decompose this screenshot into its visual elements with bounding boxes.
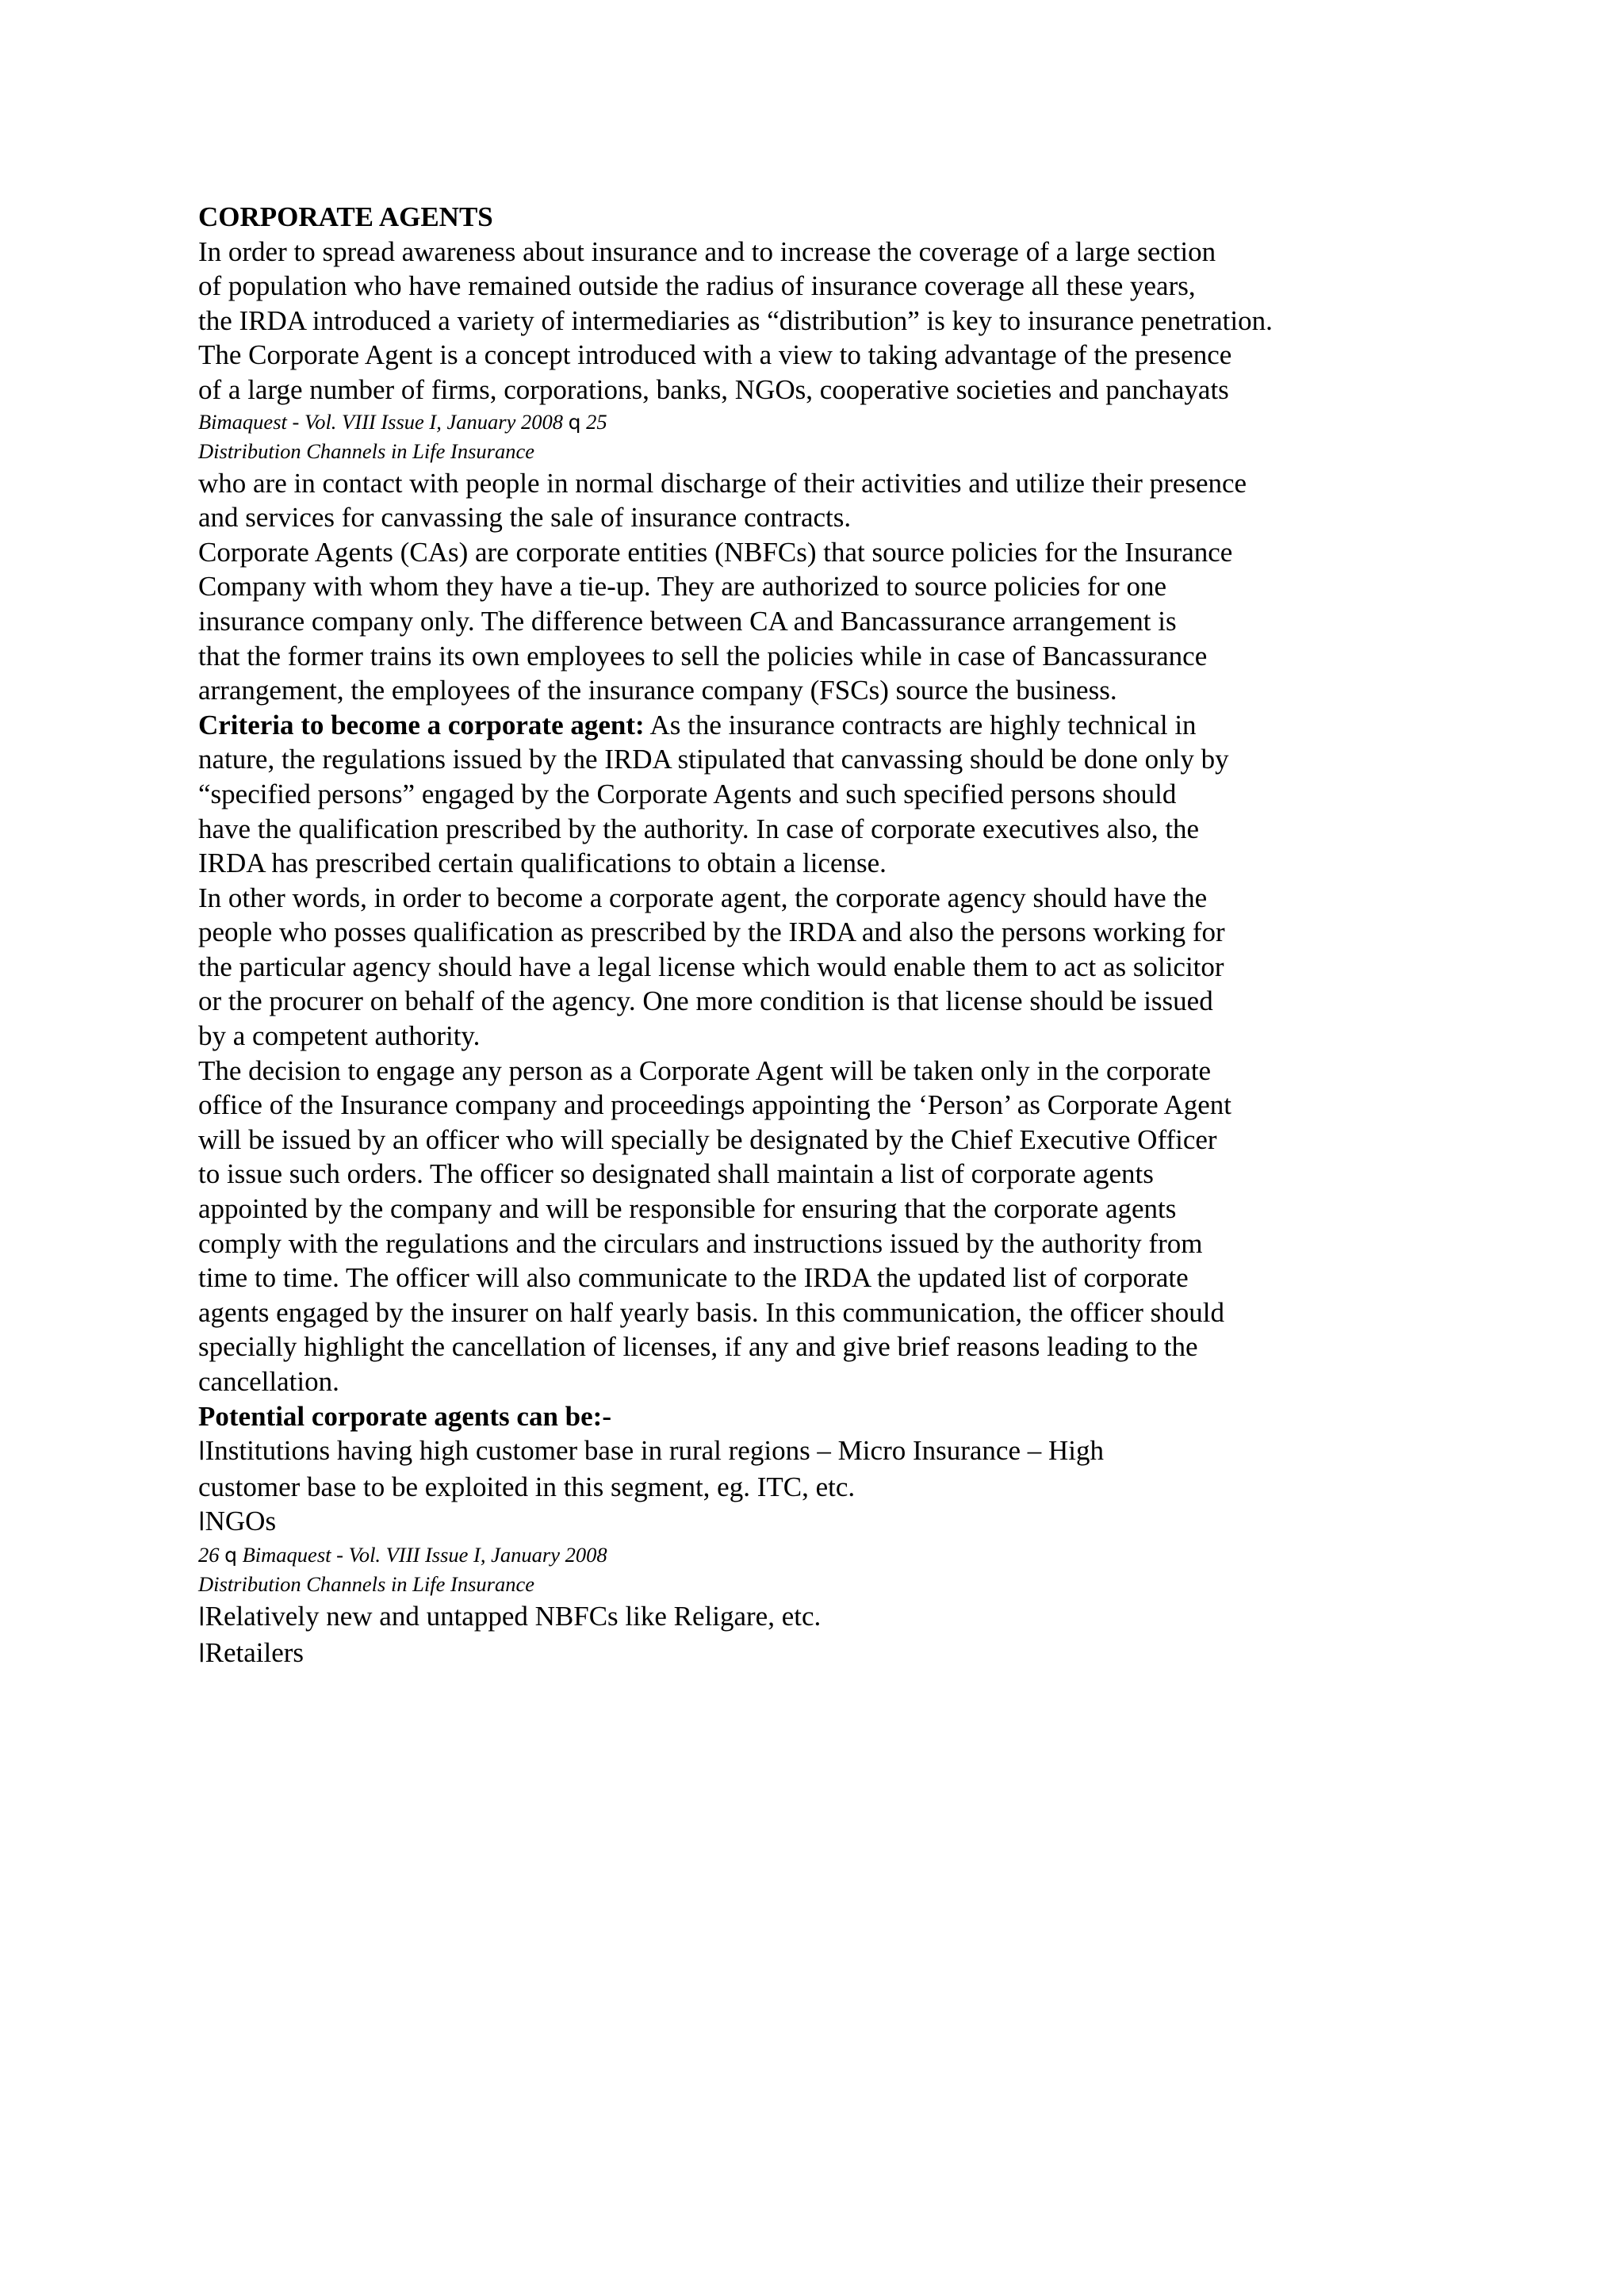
body-line: have the qualification prescribed by the authority. In case of corporate executives also, the (198, 813, 1200, 844)
body-line: Corporate Agents (CAs) are corporate entities (NBFCs) that source policies for the Insurance (198, 536, 1233, 568)
body-line: of a large number of firms, corporations, banks, NGOs, cooperative societies and panchayats (198, 373, 1229, 405)
body-line: insurance company only. The difference between CA and Bancassurance arrangement is (198, 605, 1177, 637)
body-line: cancellation. (198, 1366, 339, 1397)
bullet-text: Retailers (205, 1636, 304, 1668)
bullet-icon: l (198, 1437, 205, 1467)
body-line: The decision to engage any person as a Corporate Agent will be taken only in the corporate (198, 1054, 1212, 1086)
running-header-section: Distribution Channels in Life Insurance (198, 438, 534, 463)
body-line: by a competent authority. (198, 1020, 481, 1052)
body-line: to issue such orders. The officer so designated shall maintain a list of corporate agents (198, 1158, 1154, 1190)
bullet-item (198, 1504, 1594, 1540)
body-line: the particular agency should have a legal license which would enable them to act as solicitor (198, 951, 1224, 982)
body-line: that the former trains its own employees to sell the policies while in case of Bancassurance (198, 640, 1208, 672)
bullet-icon: l (198, 1508, 205, 1537)
footer-journal: Bimaquest - Vol. VIII Issue I, January 2008 (198, 409, 563, 434)
body-line: people who posses qualification as prescribed by the IRDA and also the persons working for (198, 916, 1225, 948)
body-line: specially highlight the cancellation of licenses, if any and give brief reasons leading to the (198, 1331, 1198, 1363)
running-footer-journal (198, 408, 1594, 437)
section-heading: CORPORATE AGENTS (198, 201, 493, 232)
running-header-section: Distribution Channels in Life Insurance (198, 1571, 534, 1596)
footer-page-number: 26 (198, 1542, 220, 1567)
criteria-line (198, 708, 1594, 743)
body-line: office of the Insurance company and proceedings appointing the ‘Person’ as Corporate Agent (198, 1089, 1232, 1121)
footer-page-number: 25 (586, 409, 607, 434)
body-line: arrangement, the employees of the insurance company (FSCs) source the business. (198, 675, 1117, 706)
criteria-heading: Criteria to become a corporate agent: (198, 709, 645, 740)
footer-journal: Bimaquest - Vol. VIII Issue I, January 2008 (242, 1542, 607, 1567)
body-line: or the procurer on behalf of the agency. One more condition is that license should be issued (198, 985, 1213, 1017)
bullet-icon: l (198, 1639, 205, 1668)
body-line: nature, the regulations issued by the IRDA stipulated that canvassing should be done only by (198, 744, 1229, 775)
body-line: who are in contact with people in normal discharge of their activities and utilize their presence (198, 467, 1247, 499)
document-text (198, 200, 1594, 1671)
body-line: “specified persons” engaged by the Corporate Agents and such specified persons should (198, 778, 1177, 809)
bullet-text: NGOs (205, 1506, 277, 1537)
bullet-text: Institutions having high customer base in rural regions – Micro Insurance – High (205, 1435, 1105, 1467)
body-line: IRDA has prescribed certain qualifications to obtain a license. (198, 848, 887, 879)
body-line: and services for canvassing the sale of insurance contracts. (198, 502, 852, 534)
criteria-text: As the insurance contracts are highly technical in (644, 709, 1197, 740)
body-line: will be issued by an officer who will specially be designated by the Chief Executive Officer (198, 1123, 1217, 1155)
bullet-item (198, 1599, 1594, 1636)
potential-agents-heading: Potential corporate agents can be:- (198, 1400, 611, 1432)
body-line: Company with whom they have a tie-up. They are authorized to source policies for one (198, 571, 1167, 603)
bullet-icon: l (198, 1602, 205, 1632)
body-line: The Corporate Agent is a concept introduced with a view to taking advantage of the presence (198, 339, 1232, 371)
body-line: agents engaged by the insurer on half yearly basis. In this communication, the officer should (198, 1296, 1225, 1328)
bullet-item (198, 1636, 1594, 1672)
body-line: In other words, in order to become a corporate agent, the corporate agency should have the (198, 882, 1208, 913)
body-line: the IRDA introduced a variety of intermediaries as “distribution” is key to insurance penetration. (198, 304, 1273, 336)
body-line: time to time. The officer will also communicate to the IRDA the updated list of corporate (198, 1262, 1189, 1294)
body-line: appointed by the company and will be responsible for ensuring that the corporate agents (198, 1193, 1177, 1225)
body-line: of population who have remained outside the radius of insurance coverage all these years, (198, 270, 1196, 302)
bullet-continuation: customer base to be exploited in this segment, eg. ITC, etc. (198, 1471, 856, 1502)
running-footer-journal (198, 1540, 1594, 1570)
bullet-item (198, 1433, 1594, 1470)
body-line: comply with the regulations and the circulars and instructions issued by the authority from (198, 1227, 1203, 1259)
footer-separator: q (224, 1543, 237, 1567)
footer-separator: q (568, 410, 581, 434)
body-line: In order to spread awareness about insurance and to increase the coverage of a large section (198, 235, 1216, 267)
bullet-text: Relatively new and untapped NBFCs like Religare, etc. (205, 1600, 822, 1632)
